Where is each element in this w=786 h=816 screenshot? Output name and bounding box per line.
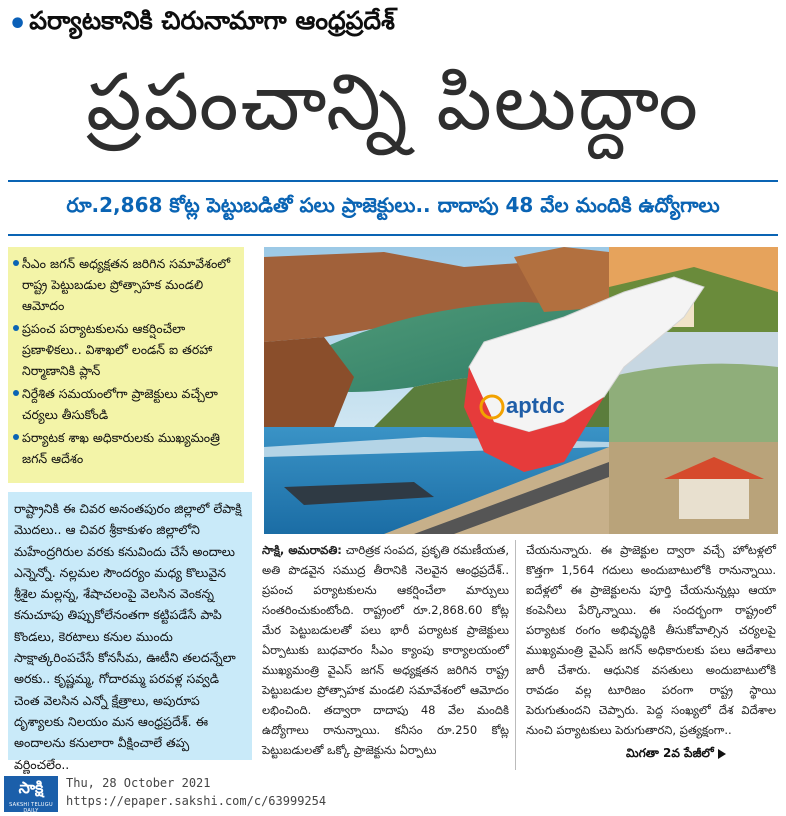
gazebo-base [679,479,749,519]
summary-point: సీఎం జగన్ అధ్యక్షతన జరిగిన సమావేశంలో రాష్ట్ర పెట్టుబడుల ప్రోత్సాహక మండలి ఆమోదం [22,253,238,316]
subheadline: రూ.2,868 కోట్ల పెట్టుబడితో పలు ప్రాజెక్టులు.. దాదాపు 48 వేల మందికి ఉద్యోగాలు [66,192,720,217]
bullet-icon: • [8,6,28,42]
divider-top [8,180,778,182]
aptdc-logo-text: aptdc [506,393,565,418]
summary-point: ప్రపంచ పర్యాటకులను ఆకర్షించేలా ప్రణాళికలు.. విశాఖలో లండన్ ఐ తరహా నిర్మాణానికి ప్లాన్ [22,318,238,381]
tourism-photo-collage [264,247,778,534]
kicker-text: పర్యాటకానికి చిరునామాగా ఆంధ్రప్రదేశ్ [29,6,395,35]
sakshi-logo [4,776,58,812]
photo-collage-svg [264,247,778,534]
summary-point: పర్యాటక శాఖ అధికారులకు ముఖ్యమంత్రి జగన్ ఆదేశం [22,427,238,469]
article-column-2 [526,540,776,770]
headline: ప్రపంచాన్ని పిలుద్దాం [86,57,700,148]
edition-url[interactable]: https://epaper.sakshi.com/c/63999254 [66,794,327,808]
article-text-1: చారిత్రక సంపద, ప్రకృతి రమణీయత, అతి పొడవైన సముద్ర తీరానికి నెలవైన ఆంధ్రప్రదేశ్.. ప్రపంచ పర్యాటకులను ఆకర్షించేలా మార్పులు సంతరించుకుంటోంది. రాష్ట్రంలో రూ.2,868.60 కోట్ల మేర పెట్టుబడులతో పలు భారీ పర్యాటక ప్రాజెక్టులు ఏర్పాటుకు బుధవారం సీఎం క్యాంపు కార్యాలయంలో ముఖ్యమంత్రి వైఎస్ జగన్ అధ్యక్షతన జరిగిన రాష్ట్ర పెట్టుబడుల ప్రోత్సాహక మండలి సమావేశంలో ఆమోదం లభించింది. తద్వారా దాదాపు 48 వేల మందికి ఉద్యోగాలు రానున్నాయి. కనీసం రూ.250 కోట్ల పెట్టుబడులతో ఒక్కో ప్రాజెక్టును ఏర్పాటు [262,543,509,757]
arrow-right-icon [718,749,726,759]
footer [0,774,786,816]
summary-box [8,247,244,483]
kicker-line [8,6,395,42]
continued-text: మిగతా 2వ పేజీలో [626,746,714,760]
article-column-1 [262,540,516,770]
logo-tagline: SAKSHI TELUGU DAILY [9,802,53,814]
edition-date: Thu, 28 October 2021 [66,776,211,790]
summary-point: నిర్దేశిత సమయంలోగా ప్రాజెక్టులు వచ్చేలా చర్యలు తీసుకోండి [22,383,238,425]
continued-note [626,746,726,763]
article-byline: సాక్షి, అమరావతి: [262,543,342,557]
logo-text: సాక్షి [18,778,44,797]
left-column-intro: రాష్ట్రానికి ఈ చివర అనంతపురం జిల్లాలో లేపాక్షి మొదలు.. ఆ చివర శ్రీకాకుళం జిల్లాలోని మహేంద్రగిరుల వరకు కనువిందు చేసే అందాలు ఎన్నెన్నో. నల్లమల సౌందర్యం మధ్య కొలువైన శ్రీశైల మల్లన్న, శేషాచలంపై వెలసిన వెంకన్న కనుచూపు తిప్పుకోలేనంతగా కట్టిపడేసే పాపి కొండలు, కెరటాలు కనుల ముందు సాక్షాత్కరింపచేసే కోనసీమ, ఊటీని తలదన్నేలా అరకు.. కృష్ణమ్మ, గోదారమ్మ పరవళ్ల సవ్వడి చెంత వెలసిన ఎన్నో క్షేత్రాలు, అపురూప దృశ్యాలకు నిలయం మన ఆంధ్రప్రదేశ్. ఈ అందాలను కనులారా వీక్షించాలే తప్ప వర్ణించలేం.. [8,492,252,760]
article-text-2: చేయనున్నారు. ఈ ప్రాజెక్టుల ద్వారా వచ్చే హోటళ్లలో కొత్తగా 1,564 గదులు అందుబాటులోకి రానున్నాయి. ఐదేళ్లలో ఈ ప్రాజెక్టులను పూర్తి చేయనున్నట్లు ఆయా కంపెనీలు పేర్కొన్నాయి. ఈ సందర్భంగా రాష్ట్రంలో పర్యాటక రంగం అభివృద్ధికి తీసుకోవాల్సిన చర్యలపై ముఖ్యమంత్రి వైఎస్ జగన్ అధికారులకు పలు ఆదేశాలు జారీ చేశారు. ఆధునిక వసతులు అందుబాటులోకి రావడం వల్ల టూరిజం పరంగా రాష్ట్ర స్థాయి పెరుగుతుందని చెప్పారు. పెద్ద సంఖ్యలో దేశ విదేశాల నుంచి పర్యాటకులు పెరుగుతారని, ప్రత్యక్షంగా.. [526,543,776,737]
divider-bottom [8,234,778,236]
